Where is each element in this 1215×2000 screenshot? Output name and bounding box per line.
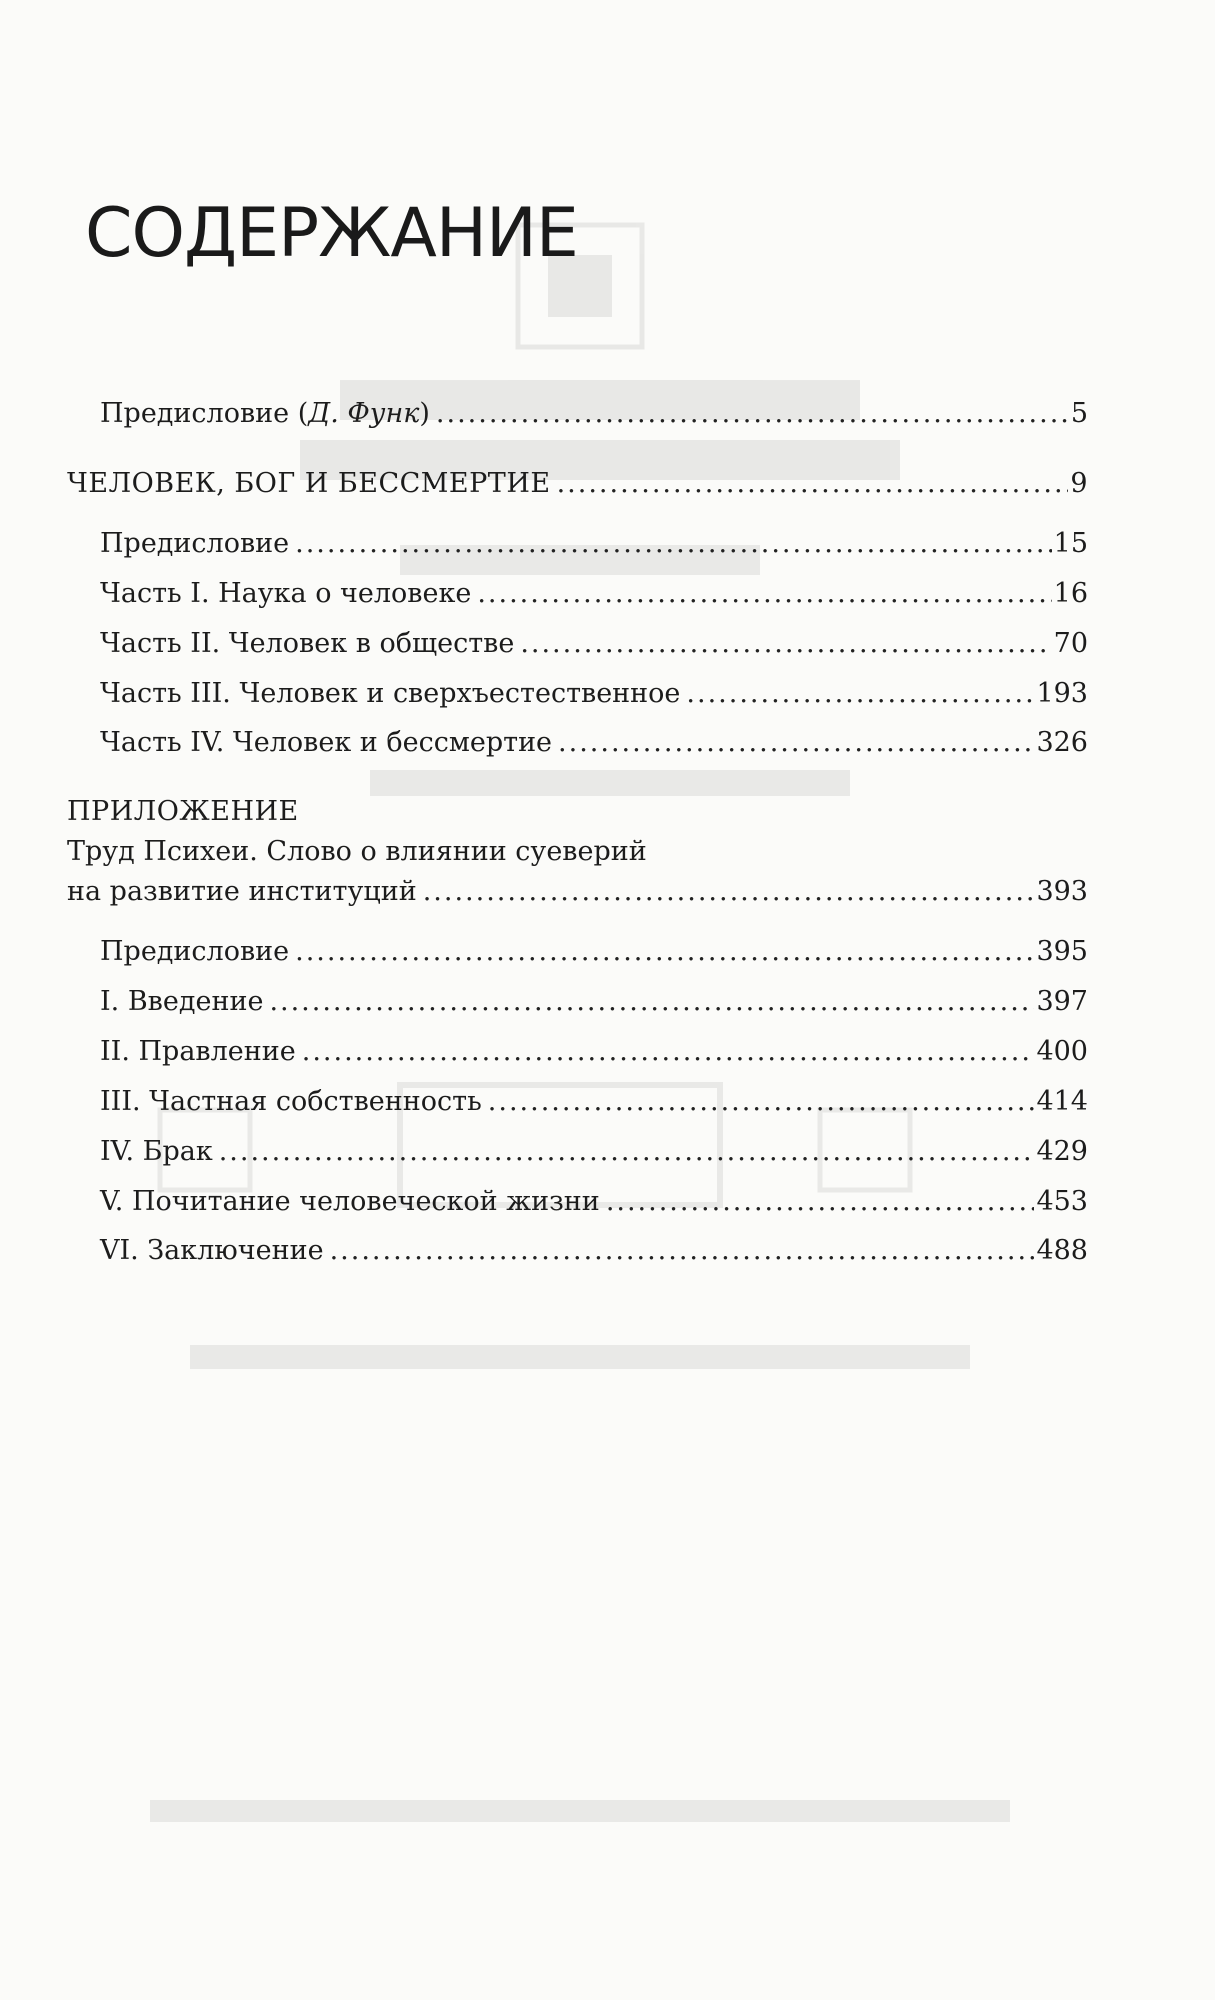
toc-entry-label: VI. Заключение: [100, 1235, 324, 1266]
leader-dots: [477, 580, 1051, 607]
leader-dots: [557, 470, 1069, 497]
toc-entry-label: Часть II. Человек в обществе: [100, 628, 515, 659]
toc-entry[interactable]: [100, 1237, 1088, 1264]
toc-entry-label: Часть III. Человек и сверхъестественное: [100, 678, 681, 709]
leader-dots: [520, 630, 1051, 657]
toc-entry-page: 488: [1036, 1235, 1088, 1266]
toc-entry[interactable]: [100, 938, 1088, 965]
toc-entry-page: 397: [1036, 986, 1088, 1017]
leader-dots: [423, 878, 1035, 905]
toc-entry-label: I. Введение: [100, 986, 264, 1017]
toc-entry-page: 453: [1036, 1186, 1088, 1217]
toc-entry-label: на развитие институций: [67, 876, 417, 907]
toc-entry-page: 400: [1036, 1036, 1088, 1067]
leader-dots: [295, 530, 1052, 557]
leader-dots: [606, 1188, 1035, 1215]
toc-entry-page: 395: [1036, 936, 1088, 967]
toc-entry-page: 5: [1070, 398, 1088, 429]
toc-entry-page: 193: [1036, 678, 1088, 709]
leader-dots: [330, 1237, 1035, 1264]
toc-entry-label: IV. Брак: [100, 1136, 213, 1167]
toc-entry-label: Предисловие: [100, 936, 290, 967]
toc-entry-page: 15: [1053, 528, 1088, 559]
toc-entry-preface-funk[interactable]: [100, 400, 1088, 427]
leader-dots: [686, 680, 1034, 707]
leader-dots: [488, 1088, 1035, 1115]
toc-entry-page: 9: [1070, 468, 1088, 499]
toc-entry-page: 70: [1053, 628, 1088, 659]
toc-entry[interactable]: [100, 1088, 1088, 1115]
toc-entry-label: II. Правление: [100, 1036, 296, 1067]
leader-dots: [302, 1038, 1035, 1065]
leader-dots: [558, 729, 1034, 756]
toc-entry[interactable]: [100, 530, 1088, 557]
leader-dots: [219, 1138, 1035, 1165]
appendix-heading: ПРИЛОЖЕНИЕ: [67, 796, 299, 827]
toc-entry-label: ЧЕЛОВЕК, БОГ И БЕССМЕРТИЕ: [67, 468, 551, 499]
toc-entry-label-close: ): [419, 398, 430, 429]
leader-dots: [269, 988, 1034, 1015]
toc-entry[interactable]: [100, 1038, 1088, 1065]
toc-entry-part-main[interactable]: [67, 470, 1088, 497]
toc-entry-page: 16: [1053, 578, 1088, 609]
toc-entry[interactable]: [100, 1138, 1088, 1165]
toc-entry-label: Предисловие: [100, 528, 290, 559]
toc-entry-label: Предисловие (: [100, 398, 309, 429]
toc-entry-label: III. Частная собственность: [100, 1086, 482, 1117]
toc-entry-appendix-work[interactable]: [67, 878, 1088, 905]
toc-entry-label: Часть I. Наука о человеке: [100, 578, 472, 609]
toc-entry[interactable]: [100, 988, 1088, 1015]
toc-entry-page: 326: [1036, 727, 1088, 758]
toc-entry[interactable]: [100, 630, 1088, 657]
leader-dots: [295, 938, 1034, 965]
toc-entry-author: Д. Функ: [308, 398, 420, 429]
toc-entry[interactable]: [100, 729, 1088, 756]
toc-entry-page: 429: [1036, 1136, 1088, 1167]
toc-entry-page: 414: [1036, 1086, 1088, 1117]
toc-entry-label: Часть IV. Человек и бессмертие: [100, 727, 553, 758]
toc-entry[interactable]: [100, 580, 1088, 607]
toc-entry-label: V. Почитание человеческой жизни: [100, 1186, 600, 1217]
toc-entry[interactable]: [100, 1188, 1088, 1215]
leader-dots: [436, 400, 1069, 427]
toc-entry[interactable]: [100, 680, 1088, 707]
appendix-work-title-line1[interactable]: Труд Психеи. Слово о влиянии суеверий: [67, 836, 647, 867]
toc-entry-page: 393: [1036, 876, 1088, 907]
page-title: СОДЕРЖАНИЕ: [85, 194, 578, 273]
